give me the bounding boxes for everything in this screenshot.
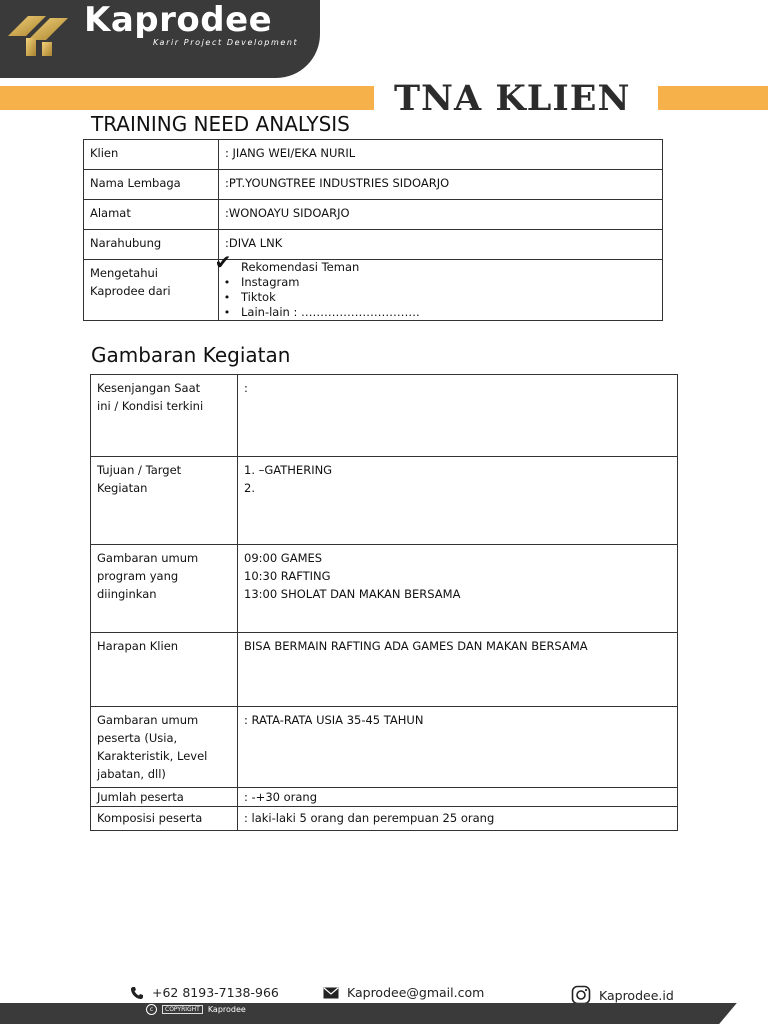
activity-label <box>91 807 238 831</box>
document-title: TRAINING NEED ANALYSIS <box>91 112 350 136</box>
footer-bar-end <box>639 1003 737 1024</box>
footer-instagram <box>571 985 674 1005</box>
accent-stripe-right <box>658 86 768 110</box>
activity-value-line: BISA BERMAIN RAFTING ADA GAMES DAN MAKAN BERSAMA <box>244 639 588 653</box>
client-info-table <box>83 139 663 321</box>
activity-value-line: : -+30 orang <box>244 790 318 804</box>
source-label <box>84 260 219 321</box>
activity-value <box>238 788 678 807</box>
activity-label <box>91 457 238 545</box>
activity-value-line: 2. <box>244 481 255 495</box>
footer-phone <box>130 985 279 1000</box>
source-options-cell <box>214 250 663 321</box>
activity-label <box>91 707 238 788</box>
copyright-note <box>146 1004 246 1015</box>
activity-row <box>91 788 678 807</box>
activity-row <box>91 707 678 788</box>
accent-stripe-left <box>0 86 374 110</box>
client-info-value: :WONOAYU SIDOARJO <box>219 200 663 230</box>
activity-label-line: program yang <box>97 569 179 583</box>
kaprodee-logo-icon <box>6 6 72 58</box>
checkmark-icon: ✔ <box>214 250 232 274</box>
source-option <box>223 290 656 305</box>
activity-label <box>91 375 238 457</box>
activity-value-line: : laki-laki 5 orang dan perempuan 25 orang <box>244 811 495 825</box>
brand-tagline: Karir Project Development <box>153 38 299 47</box>
phone-icon <box>130 986 144 1000</box>
activity-label-line: peserta (Usia, <box>97 731 178 745</box>
client-info-label: Narahubung <box>84 230 219 260</box>
activity-value-line: 10:30 RAFTING <box>244 569 331 583</box>
bullet-icon: • <box>223 291 231 304</box>
activity-value <box>238 707 678 788</box>
bullet-icon: • <box>223 276 231 289</box>
activity-label-line: Kegiatan <box>97 481 148 495</box>
activity-label-line: Jumlah peserta <box>97 790 184 804</box>
client-info-row <box>84 140 663 170</box>
activity-value <box>238 545 678 633</box>
activity-label <box>91 788 238 807</box>
activity-label-line: jabatan, dll) <box>97 767 166 781</box>
source-option-text: Lain-lain : …………………………. <box>241 305 420 319</box>
activity-value-line: 13:00 SHOLAT DAN MAKAN BERSAMA <box>244 587 461 601</box>
section-title: Gambaran Kegiatan <box>91 343 291 367</box>
bullet-icon: • <box>223 306 231 319</box>
source-label-line: Mengetahui <box>90 266 158 280</box>
activity-value-line: : <box>244 381 248 395</box>
activity-value-line: 09:00 GAMES <box>244 551 323 565</box>
activity-row <box>91 807 678 831</box>
copyright-icon: c <box>146 1004 157 1015</box>
copyright-badge: COPYRIGHT <box>162 1005 203 1014</box>
activity-label-line: ini / Kondisi terkini <box>97 399 204 413</box>
client-info-value: :DIVA LNK <box>219 230 663 260</box>
activity-row <box>91 375 678 457</box>
activity-label-line: Kesenjangan Saat <box>97 381 201 395</box>
activity-value-line: : RATA-RATA USIA 35-45 TAHUN <box>244 713 424 727</box>
source-option <box>214 250 656 275</box>
footer-email <box>323 985 484 1000</box>
activity-row <box>91 545 678 633</box>
activity-value <box>238 457 678 545</box>
source-row <box>84 260 663 321</box>
client-info-value: : JIANG WEI/EKA NURIL <box>219 140 663 170</box>
copyright-name: Kaprodee <box>207 1005 246 1014</box>
activity-row <box>91 633 678 707</box>
activity-label <box>91 545 238 633</box>
source-option-text: Rekomendasi Teman <box>241 260 360 274</box>
activity-label-line: Gambaran umum <box>97 713 199 727</box>
activity-label-line: Tujuan / Target <box>97 463 182 477</box>
activity-label-line: Karakteristik, Level <box>97 749 208 763</box>
source-label-line: Kaprodee dari <box>90 284 171 298</box>
mail-icon <box>323 987 339 999</box>
client-info-value: :PT.YOUNGTREE INDUSTRIES SIDOARJO <box>219 170 663 200</box>
client-info-row <box>84 170 663 200</box>
client-info-label: Alamat <box>84 200 219 230</box>
source-option-text: Tiktok <box>241 290 276 304</box>
instagram-icon <box>571 985 591 1005</box>
source-option-text: Instagram <box>241 275 300 289</box>
client-info-label: Klien <box>84 140 219 170</box>
brand-name: Kaprodee <box>84 0 273 40</box>
email-address: Kaprodee@gmail.com <box>347 985 485 1000</box>
activity-value <box>238 375 678 457</box>
source-options-list <box>214 250 656 320</box>
activity-value <box>238 807 678 831</box>
activity-label <box>91 633 238 707</box>
activity-label-line: Komposisi peserta <box>97 811 203 825</box>
activity-label-line: diinginkan <box>97 587 157 601</box>
source-option <box>223 305 656 320</box>
instagram-handle: Kaprodee.id <box>599 987 674 1003</box>
banner-title: TNA KLIEN <box>394 78 631 119</box>
activity-table <box>90 374 678 831</box>
activity-label-line: Harapan Klien <box>97 639 179 653</box>
phone-number: +62 8193-7138-966 <box>152 985 279 1000</box>
activity-label-line: Gambaran umum <box>97 551 199 565</box>
client-info-row <box>84 230 663 260</box>
activity-value-line: 1. –GATHERING <box>244 463 333 477</box>
client-info-row <box>84 200 663 230</box>
activity-row <box>91 457 678 545</box>
footer-bar <box>0 1003 688 1024</box>
client-info-label: Nama Lembaga <box>84 170 219 200</box>
activity-value <box>238 633 678 707</box>
source-option <box>223 275 656 290</box>
